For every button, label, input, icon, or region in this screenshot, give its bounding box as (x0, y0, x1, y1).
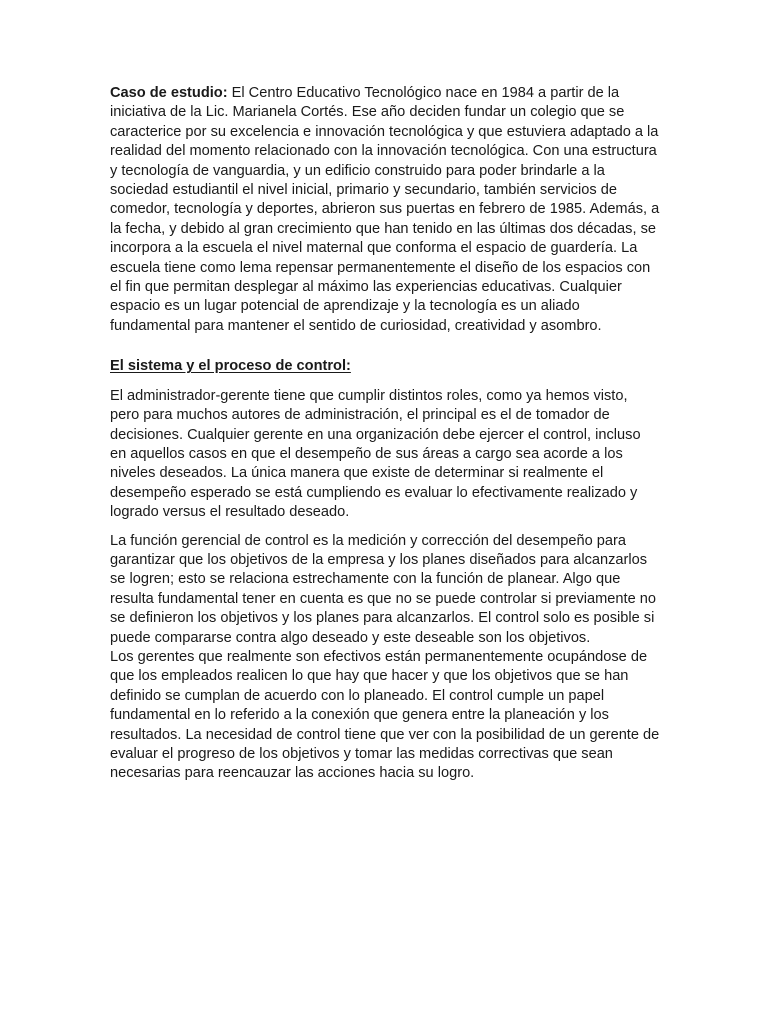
case-study-text: El Centro Educativo Tecnológico nace en 1984 a partir de la iniciativa de la Lic. Marianela Cortés. Ese año deciden fundar un colegio que se caracterice por su excelencia e innovación tecnológica y que estuviera adaptado a la realidad del momento relacionado con la innovación tecnológica. Con una estructura y tecnología de vanguardia, y un edificio construido para poder brindarle a la sociedad estudiantil el nivel inicial, primario y secundario, también servicios de comedor, tecnología y deportes, abrieron sus puertas en febrero de 1985. Además, a la fecha, y debido al gran crecimiento que han tenido en las últimas dos décadas, se incorpora a la escuela el nivel maternal que conforma el espacio de guardería. La escuela tiene como lema repensar permanentemente el diseño de los espacios con el fin que permitan desplegar al máximo las experiencias educativas. Cualquier espacio es un lugar potencial de aprendizaje y la tecnología es un aliado fundamental para mantener el sentido de curiosidad, creatividad y asombro. (110, 85, 660, 334)
section-heading: El sistema y el proceso de control: (110, 358, 351, 375)
case-study-paragraph (110, 84, 660, 336)
body-paragraph: El administrador-gerente tiene que cumplir distintos roles, como ya hemos visto, pero para muchos autores de administración, el principal es el de tomador de decisiones. Cualquier gerente en una organización debe ejercer el control, incluso en aquellos casos en que el desempeño de sus áreas a cargo sea acorde a los niveles deseados. La única manera que existe de determinar si realmente el desempeño esperado se está cumpliendo es evaluar lo efectivamente realizado y logrado versus el resultado deseado. (110, 387, 641, 521)
document-page (110, 84, 660, 784)
case-study-label: Caso de estudio: (110, 85, 228, 101)
body-paragraph: La función gerencial de control es la medición y corrección del desempeño para garantizar que los objetivos de la empresa y los planes diseñados para alcanzarlos se logren; esto se relaciona estrechamente con la función de planear. Algo que resulta fundamental tener en cuenta es que no se puede controlar si previamente no se definieron los objetivos y los planes para alcanzarlos. El control solo es posible si puede compararse contra algo deseado y este deseable son los objetivos. (110, 532, 656, 646)
body-paragraph: Los gerentes que realmente son efectivos están permanentemente ocupándose de que los empleados realicen lo que hay que hacer y que los objetivos que se han definido se cumplan de acuerdo con lo planeado. El control cumple un papel fundamental en lo referido a la conexión que genera entre la planeación y los resultados. La necesidad de control tiene que ver con la posibilidad de un gerente de evaluar el progreso de los objetivos y tomar las medidas correctivas que sean necesarias para reencauzar las acciones hacia su logro. (110, 648, 660, 782)
